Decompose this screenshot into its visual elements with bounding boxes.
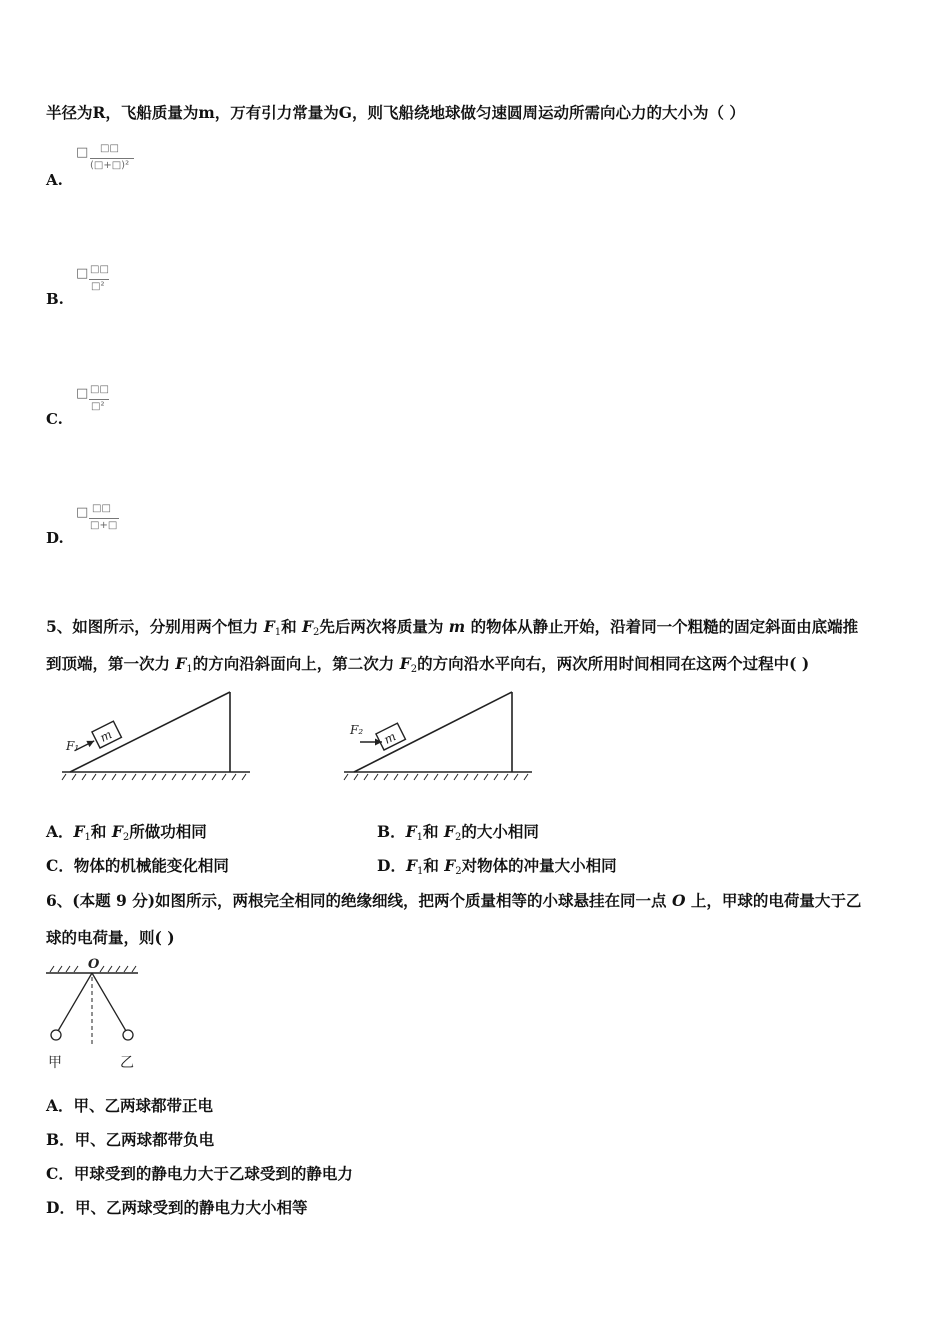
formula-denominator: □²	[91, 281, 105, 292]
q5-figure-incline-horizontal-force	[340, 688, 540, 788]
formula-numerator: □□	[90, 264, 109, 275]
sphere-jia-label: 甲	[48, 1055, 62, 1071]
q4-option-d-formula	[76, 503, 126, 537]
q5-option-d: D．$F_1$和 $F_2$对物体的冲量大小相同	[377, 856, 617, 877]
formula-placeholder-icon: □	[76, 386, 89, 401]
q4-option-a-label: A.	[46, 171, 63, 189]
formula-denominator: □+□	[90, 520, 118, 531]
q6-figure-hanging-spheres	[44, 955, 154, 1075]
block-label: m	[97, 727, 115, 745]
sphere-jia	[51, 1030, 61, 1040]
sphere-yi-label: 乙	[120, 1055, 134, 1071]
formula-numerator: □□	[92, 503, 111, 514]
suspension-point-label: O	[88, 957, 100, 972]
block-label: m	[381, 729, 399, 747]
q5-stem-line1: 5、如图所示，分别用两个恒力 $F_1$和 $F_2$先后两次将质量为 m 的物体从静止开始，沿着同一个粗糙的固定斜面由底端推	[46, 617, 859, 638]
q6-option-b: B．甲、乙两球都带负电	[46, 1130, 215, 1149]
q4-option-c-label: C.	[46, 410, 63, 428]
q4-option-b-formula	[76, 264, 116, 298]
q4-stem: 半径为R，飞船质量为m，万有引力常量为G，则飞船绕地球做匀速圆周运动所需向心力的大小为（ ）	[46, 103, 745, 122]
q4-option-c-formula	[76, 384, 116, 418]
force-arrow-icon	[86, 738, 95, 747]
formula-denominator: □²	[91, 401, 105, 412]
force-label: F₂	[350, 723, 364, 737]
q6-option-d: D．甲、乙两球受到的静电力大小相等	[46, 1198, 308, 1217]
q6-stem-line2: 球的电荷量，则( )	[46, 928, 175, 947]
q5-option-c: C．物体的机械能变化相同	[46, 856, 229, 875]
q4-option-b-label: B.	[46, 290, 64, 308]
formula-numerator: □□	[100, 143, 119, 154]
sphere-yi	[123, 1030, 133, 1040]
formula-placeholder-icon: □	[76, 145, 89, 160]
formula-placeholder-icon: □	[76, 266, 89, 281]
q5-option-a: A．$F_1$和 $F_2$所做功相同	[46, 822, 207, 843]
q4-option-d-label: D.	[46, 529, 64, 547]
q6-option-c: C．甲球受到的静电力大于乙球受到的静电力	[46, 1164, 353, 1183]
q5-figure-incline-parallel-force	[58, 688, 258, 788]
q4-option-a-formula	[76, 143, 146, 177]
q6-option-a: A．甲、乙两球都带正电	[46, 1096, 214, 1115]
q5-option-b: B．$F_1$和 $F_2$的大小相同	[377, 822, 539, 843]
q6-stem-line1: 6、(本题 9 分)如图所示，两根完全相同的绝缘细线，把两个质量相等的小球悬挂在同一点 O 上，甲球的电荷量大于乙	[46, 891, 862, 910]
formula-denominator: (□+□)²	[90, 160, 130, 171]
force-label: F₁	[66, 739, 80, 753]
q5-stem-line2: 到顶端，第一次力 $F_1$的方向沿斜面向上，第二次力 $F_2$的方向沿水平向右，两次所用时间相同在这两个过程中( )	[46, 654, 810, 675]
formula-numerator: □□	[90, 384, 109, 395]
formula-placeholder-icon: □	[76, 505, 89, 520]
